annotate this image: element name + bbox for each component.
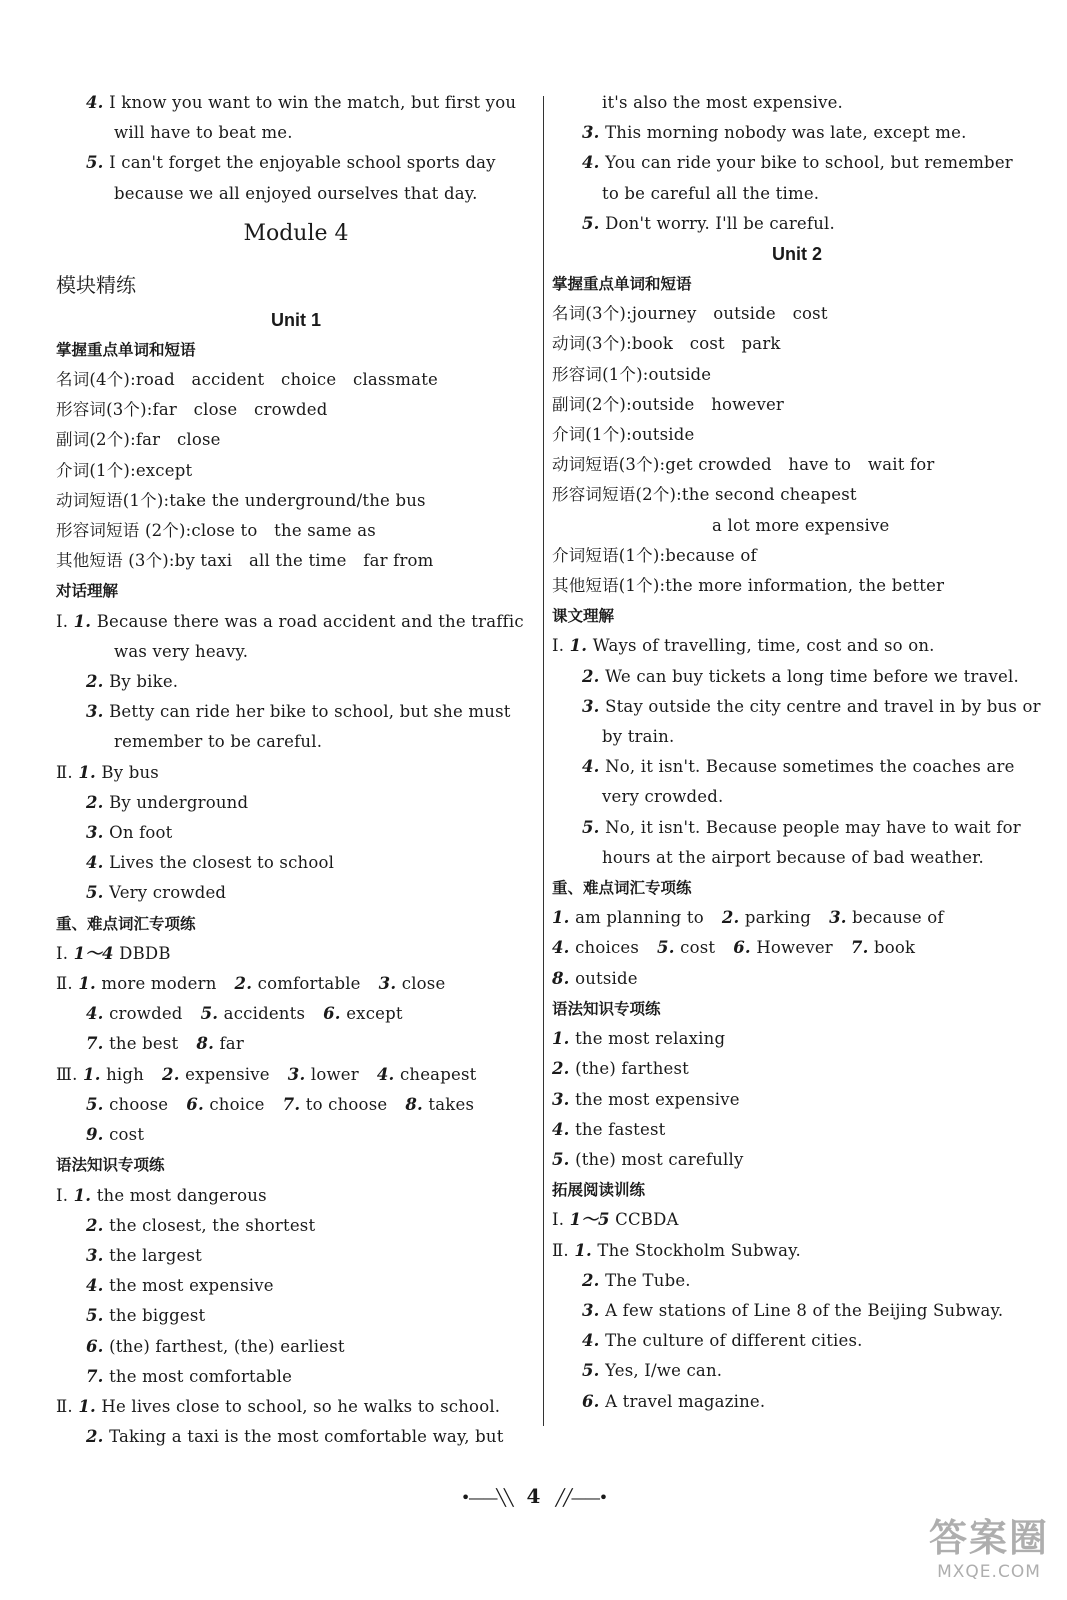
answer-line: 3. This morning nobody was late, except me. [582,123,967,143]
answer-line: 2. The Tube. [582,1270,691,1290]
answer-line: Ⅰ. 1～4 DBDB [56,943,171,963]
answer-line: 2. We can buy tickets a long time before we travel. [582,666,1019,686]
answer-line: 2. By bike. [86,672,179,692]
vocab-line: 形容词(3个):far close crowded [56,400,328,420]
section-heading: 重、难点词汇专项练 [56,914,196,933]
section-heading: 掌握重点单词和短语 [552,275,692,294]
section-heading: 拓展阅读训练 [552,1181,646,1200]
right-column [552,88,1042,1417]
vocab-line: 名词(4个):road accident choice classmate [56,370,438,390]
page-number: 4 [526,1484,541,1508]
vocab-line: 形容词(1个):outside [552,364,712,384]
answer-line: 5. Very crowded [86,883,227,903]
watermark-logo: 答案圈 [928,1516,1049,1560]
answer-line: 4. the most expensive [86,1276,274,1296]
vocab-line: 名词(3个):journey outside cost [552,304,828,324]
answer-line: 5. Don't worry. I'll be careful. [582,213,835,233]
vocab-line: 动词短语(3个):get crowded have to wait for [552,455,935,475]
section-heading: 掌握重点单词和短语 [56,340,196,359]
answer-line: 4. crowded 5. accidents 6. except [86,1004,403,1024]
vocab-line: 介词(1个):outside [552,425,695,445]
answer-line: 3. the most expensive [552,1089,740,1109]
answer-line: 2. (the) farthest [552,1059,689,1079]
answer-line: very crowded. [602,787,724,807]
unit-title: Unit 1 [270,309,321,330]
answer-line: 2. Taking a taxi is the most comfortable way, but [86,1427,504,1447]
vocab-line: 副词(2个):outside however [552,394,785,414]
answer-line: Ⅰ. 1. Ways of travelling, time, cost and so on. [552,636,935,656]
answer-line: 2. the closest, the shortest [86,1215,316,1235]
answer-line: 3. A few stations of Line 8 of the Beijing Subway. [582,1300,1004,1320]
answer-line: 8. outside [552,968,638,988]
answer-line: 4. No, it isn't. Because sometimes the coaches are [582,757,1015,777]
answer-line: 6. (the) farthest, (the) earliest [86,1336,345,1356]
answer-line: 3. Stay outside the city centre and travel in by bus or [582,696,1041,716]
answer-line: 6. A travel magazine. [582,1391,766,1411]
column-divider [543,96,544,1426]
watermark-url: MXQE.COM [937,1562,1041,1582]
answer-line: remember to be careful. [114,732,323,752]
answer-line: by train. [602,727,675,747]
module-title: Module 4 [243,220,349,246]
answer-line: 4. You can ride your bike to school, but remember [582,153,1013,173]
answer-line: Ⅱ. 1. more modern 2. comfortable 3. close [56,974,446,994]
vocab-line: 副词(2个):far close [56,430,221,450]
left-column [56,88,536,1452]
answer-line: 7. the best 8. far [86,1034,244,1054]
answer-line: 4. choices 5. cost 6. However 7. book [552,938,916,958]
answer-line: 1. am planning to 2. parking 3. because of [552,908,944,928]
section-heading: 课文理解 [552,607,615,626]
answer-line: 7. the most comfortable [86,1366,293,1386]
vocab-line: 形容词短语 (2个):close to the same as [56,521,376,541]
section-heading: 语法知识专项练 [56,1156,165,1175]
answer-line: 5. No, it isn't. Because people may have to wait for [582,817,1021,837]
vocab-line: 其他短语(1个):the more information, the better [552,576,945,596]
answer-line: hours at the airport because of bad weather. [602,847,984,867]
answer-line: 5. (the) most carefully [552,1149,744,1169]
answer-line: 4. the fastest [552,1119,666,1139]
section-heading: 对话理解 [56,582,119,601]
answer-line: to be careful all the time. [602,183,820,203]
answer-line: 4. Lives the closest to school [86,853,335,873]
answer-line: was very heavy. [114,641,249,661]
section-heading: 语法知识专项练 [552,999,661,1018]
footer-ornament-left-icon: •——╲╲ [460,1488,512,1507]
vocab-line: a lot more expensive [712,515,890,535]
answer-line: 3. the largest [86,1245,202,1265]
page-footer [0,1484,1067,1508]
answer-line: it's also the most expensive. [602,93,844,112]
answer-line: 1. the most relaxing [552,1029,726,1049]
answer-line: 3. Betty can ride her bike to school, but she must [86,702,511,722]
vocab-line: 动词(3个):book cost park [552,334,781,354]
answer-line: 5. the biggest [86,1306,206,1326]
answer-line: Ⅰ. 1～5 CCBDA [552,1210,679,1230]
answer-line: Ⅰ. 1. Because there was a road accident and the traffic [56,611,524,631]
vocab-line: 其他短语 (3个):by taxi all the time far from [56,551,434,571]
answer-line: 9. cost [86,1125,145,1145]
watermark [929,1507,1049,1582]
answer-line: because we all enjoyed ourselves that day. [114,183,478,203]
answer-line: Ⅱ. 1. By bus [56,762,159,782]
unit-title: Unit 2 [771,244,822,265]
answer-line: Ⅱ. 1. The Stockholm Subway. [552,1240,801,1260]
vocab-line: 形容词短语(2个):the second cheapest [552,485,857,505]
answer-line: Ⅰ. 1. the most dangerous [56,1185,267,1205]
answer-line: 5. choose 6. choice 7. to choose 8. takes [86,1094,475,1114]
vocab-line: 动词短语(1个):take the underground/the bus [56,490,426,510]
vocab-line: 介词(1个):except [56,460,193,480]
vocab-line: 介词短语(1个):because of [552,545,757,565]
section-title: 模块精练 [56,272,136,297]
answer-line: 5. I can't forget the enjoyable school sports day [86,153,496,173]
answer-line: 4. I know you want to win the match, but first you [86,93,517,112]
answer-line: 3. On foot [86,823,173,843]
footer-ornament-right-icon: ╱╱——• [555,1488,607,1507]
answer-line: Ⅱ. 1. He lives close to school, so he walks to school. [56,1396,501,1416]
answer-line: will have to beat me. [114,123,293,143]
answer-line: 5. Yes, I/we can. [582,1361,723,1381]
answer-line: Ⅲ. 1. high 2. expensive 3. lower 4. cheapest [56,1064,477,1084]
answer-line: 4. The culture of different cities. [582,1331,863,1351]
section-heading: 重、难点词汇专项练 [552,879,692,898]
answer-line: 2. By underground [86,792,249,812]
